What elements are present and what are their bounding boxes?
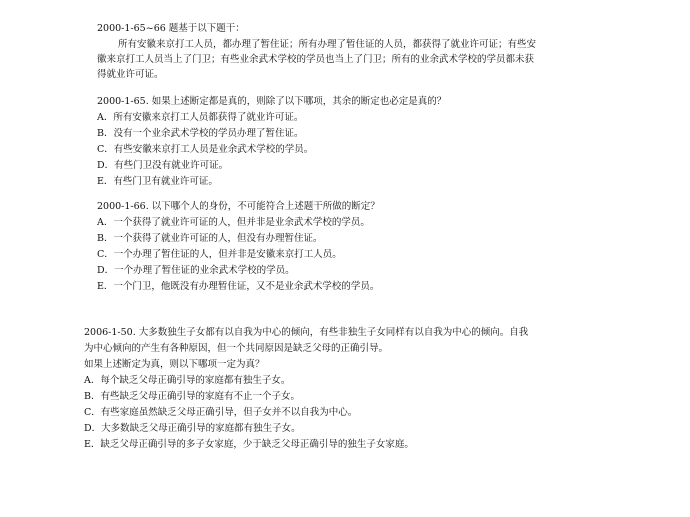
question-2006-stem: 2006-1-50. 大多数独生子女都有以自我为中心的倾向，有些非独生子女同样有以自我为中心的倾向。自我 — [84, 327, 529, 338]
option-a: A．每个缺乏父母正确引导的家庭都有独生子女。 — [84, 375, 291, 386]
question-65-text: 2000-1-65. 如果上述断定都是真的，则除了以下哪项，其余的断定也必定是真的？ — [97, 96, 447, 107]
option-c: C．一个办理了暂住证的人，但并非是安徽来京打工人员。 — [97, 249, 342, 260]
option-b: B．一个获得了就业许可证的人，但没有办理暂住证。 — [97, 233, 323, 244]
stem-line: 所有安徽来京打工人员，都办理了暂住证；所有办理了暂住证的人员，都获得了就业许可证；有些安 — [118, 39, 537, 50]
option-d: D．一个办理了暂住证的业余武术学校的学员。 — [97, 265, 295, 276]
option-c: C．有些安徽来京打工人员是业余武术学校的学员。 — [97, 144, 314, 155]
option-d: D．大多数缺乏父母正确引导的家庭都有独生子女。 — [84, 423, 301, 434]
option-c: C．有些家庭虽然缺乏父母正确引导，但子女并不以自我为中心。 — [84, 407, 358, 418]
option-d: D．有些门卫没有就业许可证。 — [97, 160, 229, 171]
stem-line: 得就业许可证。 — [97, 69, 164, 80]
option-b: B．没有一个业余武术学校的学员办理了暂住证。 — [97, 128, 304, 139]
option-a: A．所有安徽来京打工人员都获得了就业许可证。 — [97, 112, 304, 123]
stem-line: 徽来京打工人员当上了门卫；有些业余武术学校的学员也当上了门卫；所有的业余武术学校的学员都未获 — [97, 54, 535, 65]
option-e: E．缺乏父母正确引导的多子女家庭，少于缺乏父母正确引导的独生子女家庭。 — [84, 439, 414, 450]
question-2006-prompt: 如果上述断定为真，则以下哪项一定为真？ — [84, 359, 265, 370]
option-e: E．有些门卫有就业许可证。 — [97, 176, 218, 187]
option-e: E．一个门卫，他既没有办理暂住证，又不是业余武术学校的学员。 — [97, 281, 380, 292]
option-a: A．一个获得了就业许可证的人，但并非是业余武术学校的学员。 — [97, 217, 370, 228]
question-66-text: 2000-1-66. 以下哪个人的身份，不可能符合上述题干所做的断定？ — [97, 201, 380, 212]
stem-header: 2000-1-65~66 题基于以下题干： — [97, 23, 245, 34]
option-b: B．有些缺乏父母正确引导的家庭有不止一个子女。 — [84, 391, 300, 402]
question-2006-stem: 为中心倾向的产生有各种原因，但一个共同原因是缺乏父母的正确引导。 — [84, 343, 389, 354]
